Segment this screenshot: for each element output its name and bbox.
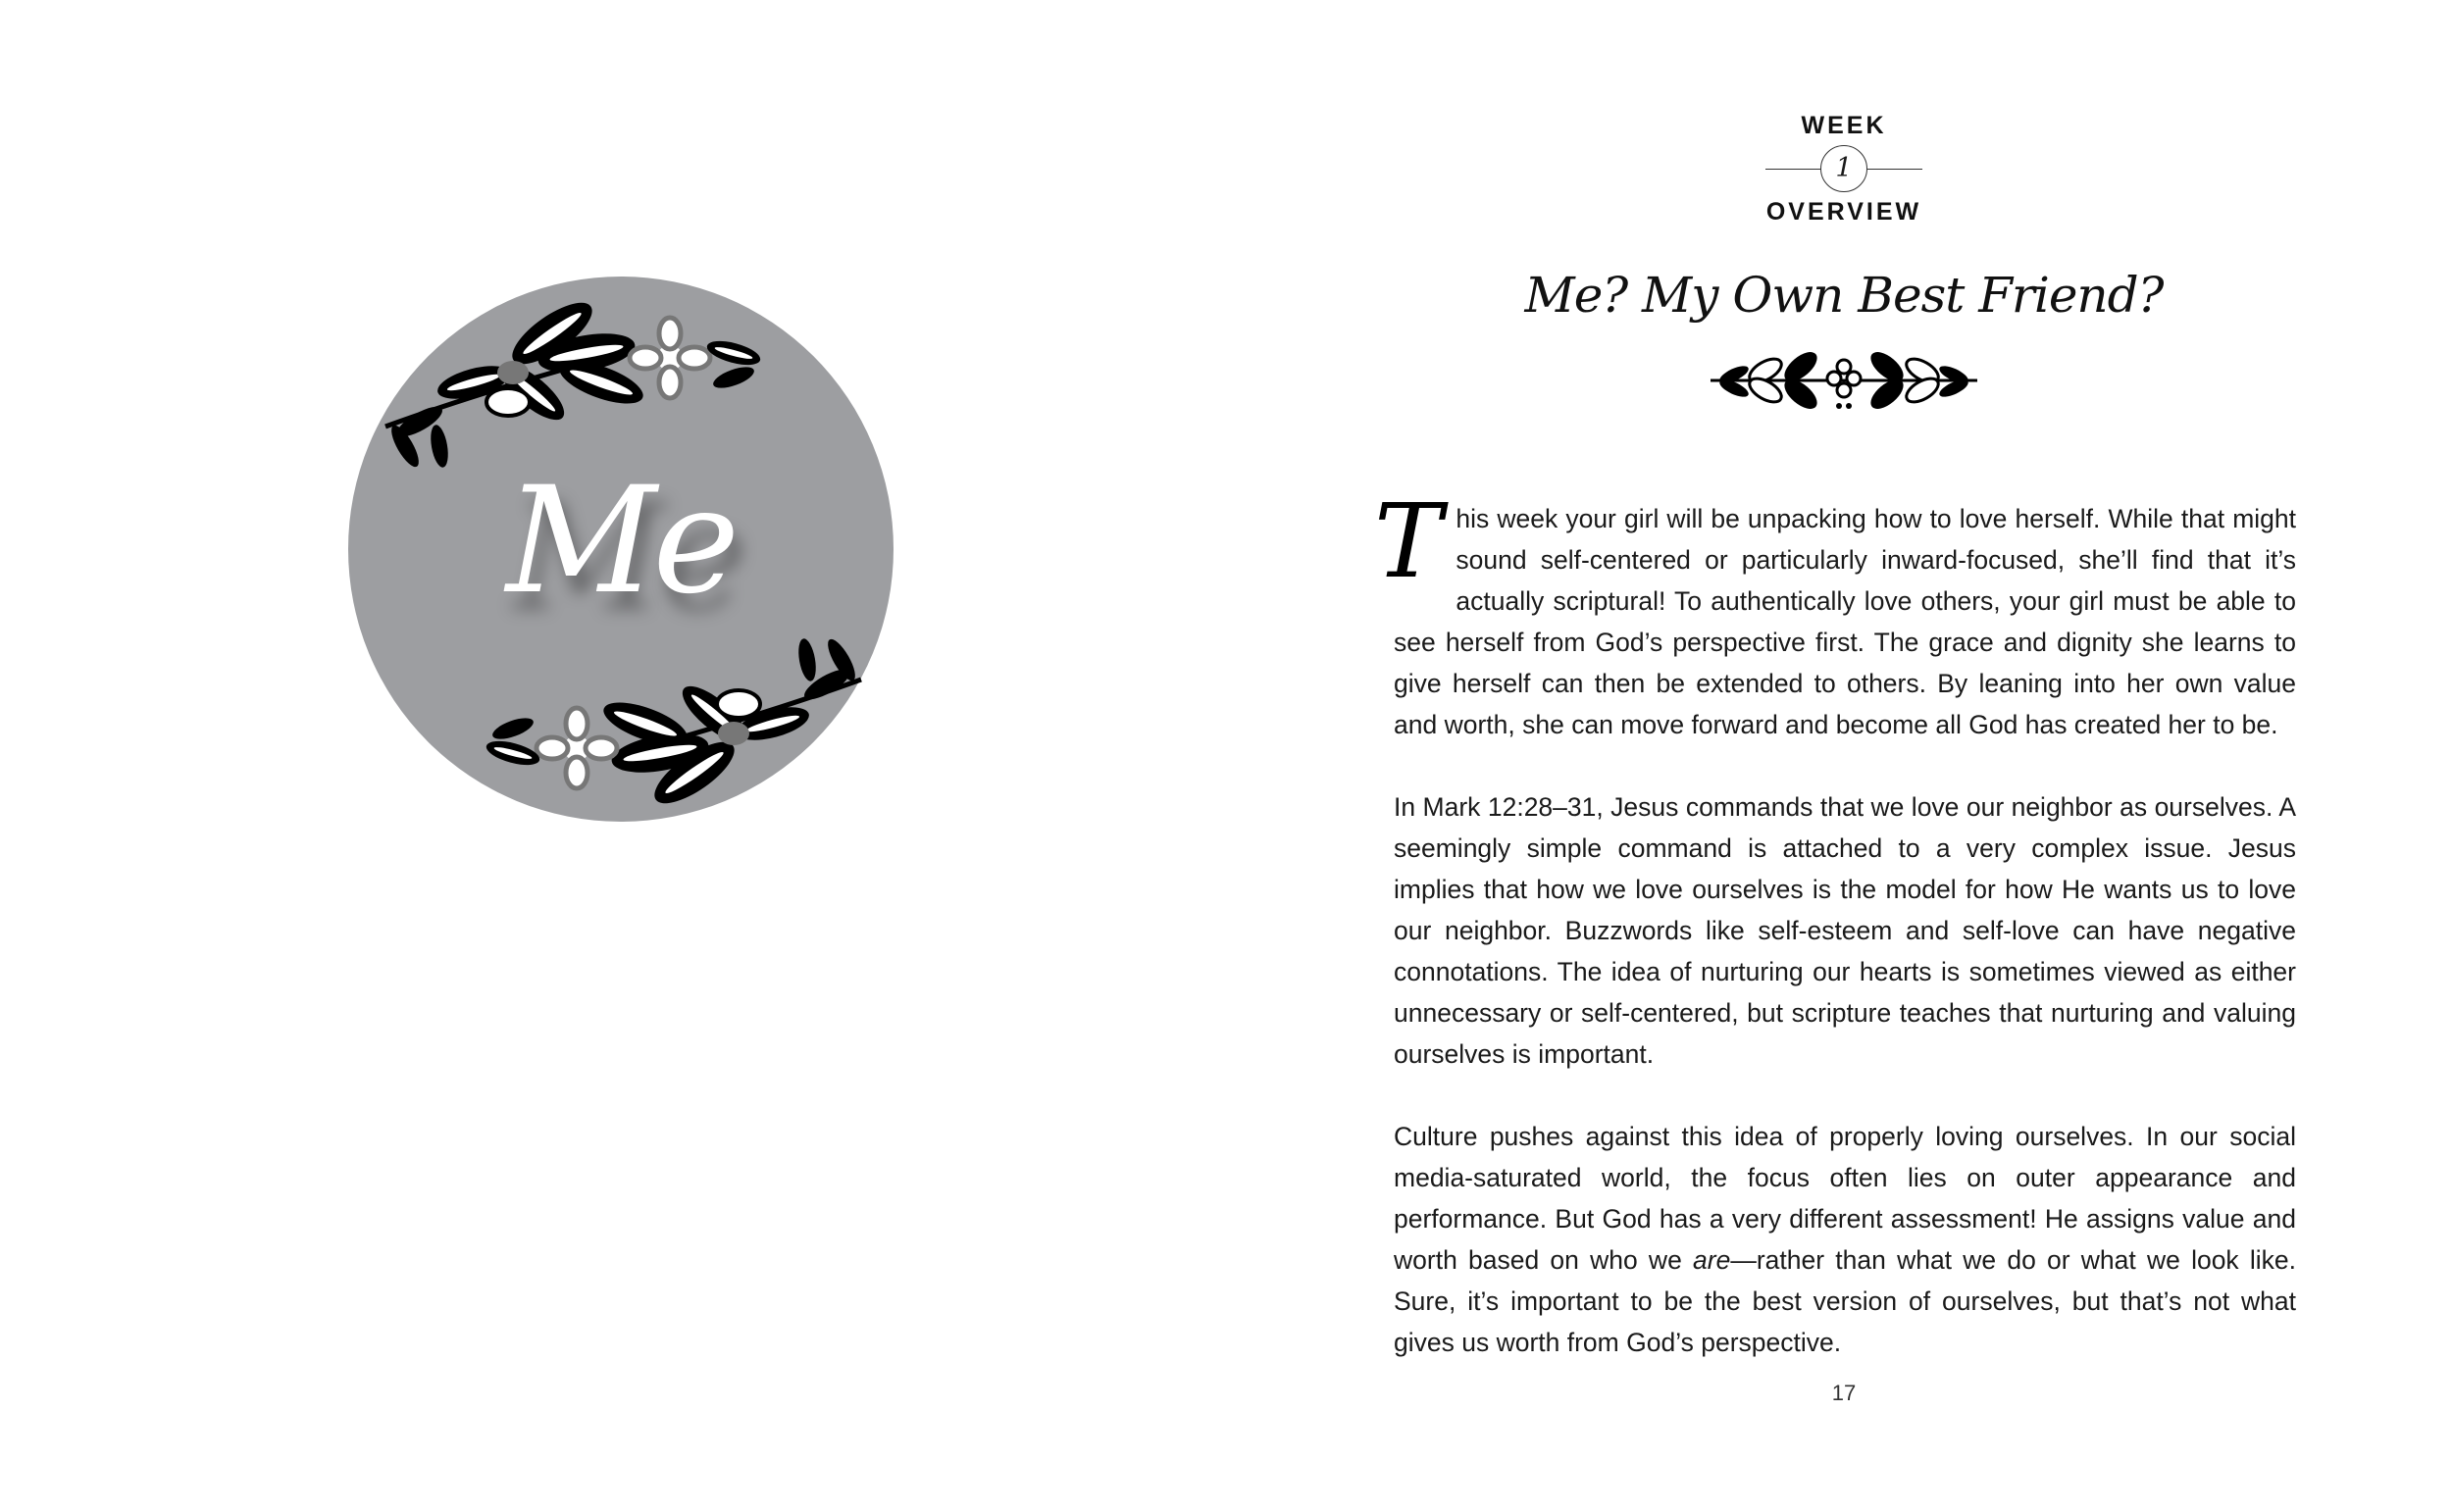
overview-body	[1374, 481, 2297, 1404]
chapter-title: Me? My Own Best Friend?	[1524, 267, 2164, 324]
overview-label: OVERVIEW	[1765, 198, 1922, 226]
floral-divider-icon	[1705, 345, 1983, 414]
page-number: 17	[1831, 1381, 1857, 1405]
paragraph-3	[1394, 1116, 2296, 1363]
week-label: WEEK	[1801, 112, 1887, 139]
paragraph-3-emphasis: are	[1693, 1245, 1731, 1275]
week-number-rule	[1746, 143, 1942, 194]
paragraph-1-text: his week your girl will be unpacking how to love herself. While that might sound self-centered or particularly inward-focused, she’ll find that it’s actually scriptural! To authentically love others, your girl must be able to see herself from God’s perspective first. The grace and dignity she learns to give herself can then be extended to others. By leaning into her own value and worth, she can move forward and become all God has created her to be.	[1394, 504, 2296, 739]
week-header	[1746, 108, 1942, 229]
medallion-word: Me	[505, 456, 737, 627]
week-number: 1	[1820, 145, 1867, 192]
paragraph-3-text-start: Culture pushes against this idea of properly loving ourselves. In our social media-saturated world, the focus often lies on outer appearance and performance. But God has a very different assessment! He assigns value and worth based on who we	[1394, 1122, 2296, 1275]
paragraph-1	[1374, 481, 2296, 745]
drop-cap: T	[1374, 481, 1443, 601]
paragraph-3-text-end: —rather than what we do or what we look like. Sure, it’s important to be the best version of ourselves, but that’s not what gives us worth from God’s perspective.	[1394, 1245, 2297, 1357]
me-medallion	[346, 275, 895, 824]
paragraph-2: In Mark 12:28–31, Jesus commands that we love our neighbor as ourselves. A seemingly simple command is attached to a very complex issue. Jesus implies that how we love ourselves is the model for how He wants us to love our neighbor. Buzzwords like self-esteem and self-love can have negative connotations. The idea of nurturing our hearts is sometimes viewed as either unnecessary or self-centered, but scripture teaches that nurturing and valuing ourselves is important.	[1394, 792, 2296, 1069]
